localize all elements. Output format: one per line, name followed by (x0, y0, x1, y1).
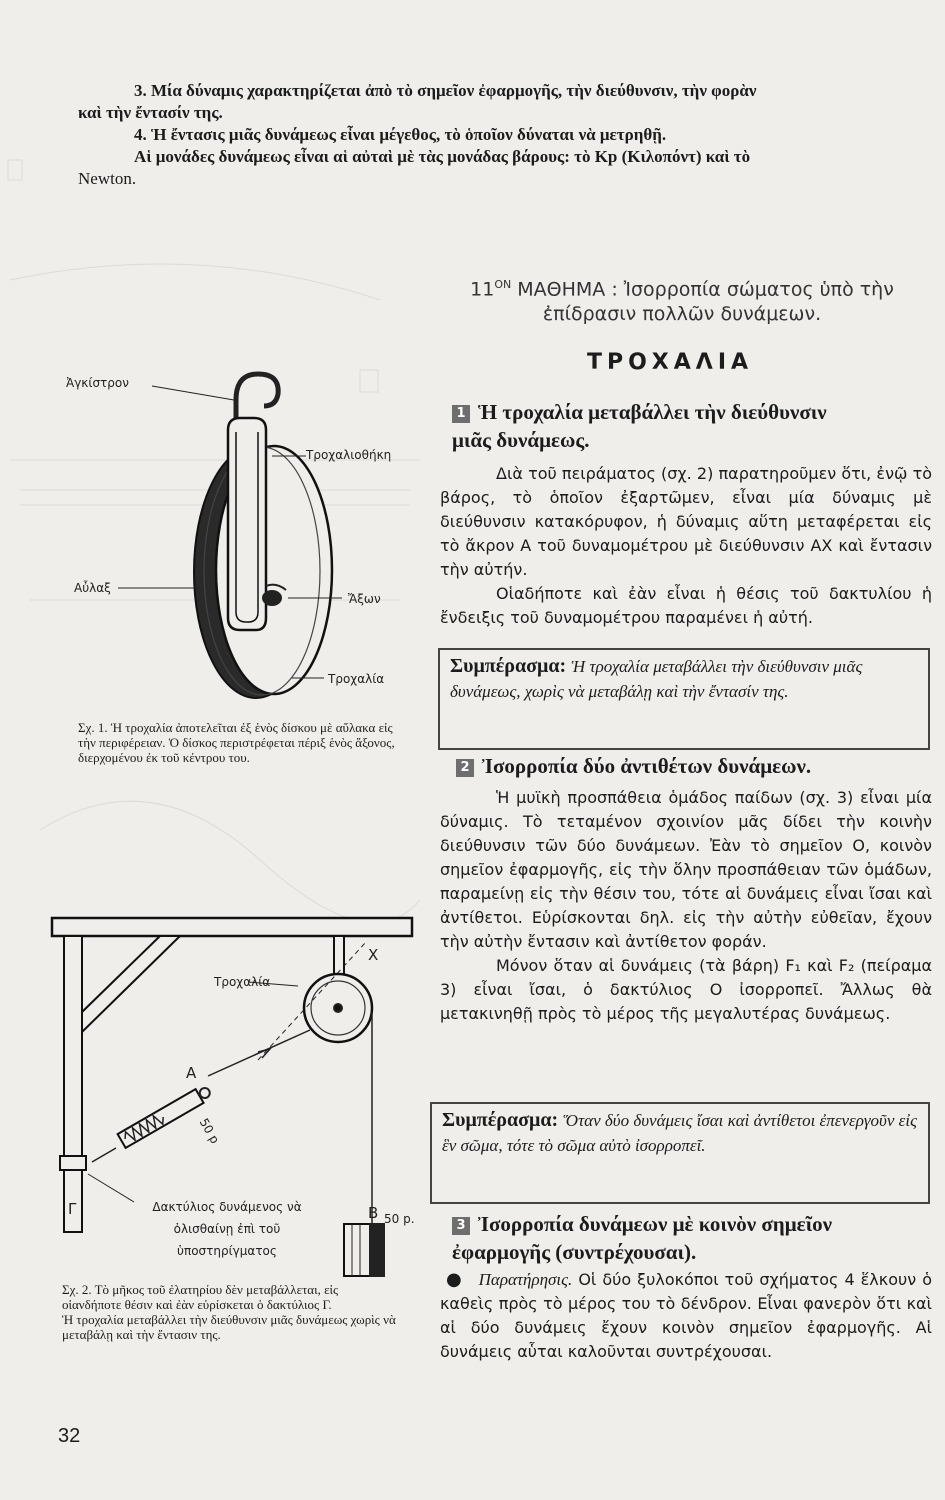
fig2-label-scale: 50 p (196, 1115, 223, 1147)
section-title: ΤΡΟΧΑΛΙΑ (586, 350, 754, 375)
section-1-paragraph-2: Οἱαδήποτε καὶ ἐὰν εἶναι ἡ θέσις τοῦ δακτυλίου ἡ ἔνδειξις τοῦ δυναμομέτρου παραμένει ἡ αὐτή. (440, 584, 932, 627)
item-4: 4. Ἡ ἔντασις μιᾶς δυνάμεως εἶναι μέγεθος, τὸ ὁποῖον δύναται νὰ μετρηθῇ. (134, 125, 667, 144)
section-2-conclusion-text: Ὅταν δύο δυνάμεις ἴσαι καὶ ἀντίθετοι ἐπενεργοῦν εἰς ἓν σῶμα, τότε τὸ σῶμα αὐτὸ ἰσορροπεῖ. (442, 1111, 917, 1155)
section-2-conclusion-box (430, 1102, 930, 1204)
fig2-label-b: B (368, 1204, 379, 1222)
fig2-label-pulley: Τροχαλία (214, 975, 271, 989)
section-2-body (440, 786, 932, 1026)
fig1-label-pulley: Τροχαλία (328, 672, 385, 686)
section-1-number: 1 (452, 405, 470, 423)
lesson-number: 11 (470, 278, 495, 301)
item-3-line1: 3. Μία δύναμις χαρακτηρίζεται ἀπὸ τὸ σημεῖον ἐφαρμογῆς, τὴν διεύθυνσιν, τὴν φορὰν (134, 81, 757, 100)
units-line2: Newton. (78, 169, 137, 188)
fig1-label-groove: Αὖλαξ (74, 581, 111, 595)
fig2-ring-label-line2: ὀλισθαίνῃ ἐπὶ τοῦ (173, 1222, 281, 1236)
fig2-label-weight: 50 p. (384, 1212, 415, 1226)
fig1-label-hook: Ἀγκίστρον (66, 376, 129, 390)
figure-1-pulley-drawing (60, 360, 420, 710)
section-1-conclusion-box (438, 648, 930, 750)
figure-2-caption-2: Ἡ τροχαλία μεταβάλλει τὴν διεύθυνσιν μιᾶς δυνάμεως χωρὶς νὰ μεταβάλῃ καὶ τὴν ἔντασιν της. (62, 1312, 396, 1342)
bullet-icon: ● (446, 1269, 463, 1290)
section-1-heading (452, 398, 940, 454)
fig2-ring-label (132, 1196, 322, 1262)
section-1-body (440, 462, 932, 630)
section-2-paragraph-2: Μόνον ὅταν αἱ δυνάμεις (τὰ βάρη) F₁ καὶ F₂ (πείραμα 3) εἶναι ἴσαι, ὁ δακτύλιος Ο ἰσορροπεῖ. Ἄλλως θὰ μετακινηθῇ πρὸς τὸ μέρος τῆς μεγαλυτέρας δυνάμεως. (440, 956, 932, 1023)
section-3-heading-line2: ἐφαρμογῆς (συντρέχουσαι). (452, 1240, 697, 1264)
section-3-body (440, 1268, 932, 1364)
section-2-heading-text: Ἰσορροπία δύο ἀντιθέτων δυνάμεων. (482, 754, 812, 778)
section-2-conclusion-label: Συμπέρασμα: (442, 1109, 559, 1131)
section-2-heading (456, 752, 936, 780)
section-1-heading-line1: Ἡ τροχαλία μεταβάλλει τὴν διεύθυνσιν (478, 400, 827, 424)
section-3-heading-line1: Ἰσορροπία δυνάμεων μὲ κοινὸν σημεῖον (478, 1212, 832, 1236)
item-3-line2: καὶ τὴν ἔντασίν της. (78, 103, 223, 122)
fig1-label-axle: Ἄξων (348, 592, 381, 606)
lesson-line2: ἐπίδρασιν πολλῶν δυνάμεων. (542, 303, 822, 326)
units-line1: Αἱ μονάδες δυνάμεως εἶναι αἱ αὐταὶ μὲ τὰς μονάδας βάρους: τὸ Kp (Κιλοπόντ) καὶ τὸ (134, 147, 751, 166)
lesson-line1: ΜΑΘΗΜΑ : Ἰσορροπία σώματος ὑπὸ τὴν (517, 278, 894, 301)
top-paragraphs (78, 80, 940, 190)
page-number: 32 (58, 1425, 81, 1447)
section-1-heading-line2: μιᾶς δυνάμεως. (452, 428, 590, 452)
section-3-heading (452, 1210, 940, 1266)
fig1-label-frame: Τροχαλιοθήκη (306, 448, 392, 462)
section-2-paragraph-1: Ἡ μυϊκὴ προσπάθεια ὁμάδος παίδων (σχ. 3) εἶναι μία δύναμις. Τὸ τεταμένον σχοινίον μᾶς δίδει τὴν κοινὴν διεύθυνσιν τῶν δύο δυνάμεων. Ἐὰν τὸ σημεῖον Ο, κοινὸν σημεῖον ἐφαρμογῆς, εἰς τὴν ὅλην προσπάθειαν τῶν ὁμάδων, παραμείνῃ εἰς τὴν θέσιν του, τότε αἱ δυνάμεις εἶναι ἴσαι καὶ ἀντίθετοι. Εὑρίσκονται δηλ. εἰς τὴν αὐτὴν εὐθεῖαν, ἔχουν τὴν αὐτὴν ἔντασιν καὶ ἀντίθετον φοράν. (440, 788, 932, 951)
figure-2-caption-1: Σχ. 2. Τὸ μῆκος τοῦ ἐλατηρίου δὲν μεταβάλλεται, εἰς οἱανδήποτε θέσιν καὶ ἐὰν εὑρίσκεται ὁ δακτύλιος Γ. (62, 1282, 339, 1312)
figure-2-caption (62, 1282, 398, 1342)
section-3-paragraph-1: Οἱ δύο ξυλοκόποι τοῦ σχήματος 4 ἕλκουν ὁ καθεὶς πρὸς τὸ μέρος του τὸ δένδρον. Εἶναι φανερὸν ὅτι καὶ αἱ δύο δυνάμεις ἔχουν κοινὸν σημεῖον ἐφαρμογῆς. Αἱ δυνάμεις αὗται καλοῦνται συντρέχουσαι. (440, 1270, 932, 1361)
fig2-label-g: Γ (68, 1200, 77, 1218)
section-1-conclusion-label: Συμπέρασμα: (450, 655, 567, 677)
fig2-label-x: X (368, 946, 379, 964)
figure-1-caption: Σχ. 1. Ἡ τροχαλία ἀποτελεῖται ἐξ ἑνὸς δίσκου μὲ αὔλακα εἰς τὴν περιφέρειαν. Ὁ δίσκος περιστρέφεται πέριξ ἑνὸς ἄξονος, διερχομένου ἐκ τοῦ κέντρου του. (78, 720, 395, 765)
section-3-number: 3 (452, 1217, 470, 1235)
lesson-header (432, 272, 932, 327)
lesson-number-sup: ΟΝ (494, 278, 512, 291)
observation-label: Παρατήρησις. (478, 1270, 573, 1289)
fig2-ring-label-line1: Δακτύλιος δυνάμενος νὰ (152, 1200, 302, 1214)
section-1-paragraph-1: Διὰ τοῦ πειράματος (σχ. 2) παρατηροῦμεν ὅτι, ἐνῷ τὸ βάρος, τὸ ὁποῖον ἐξαρτῶμεν, εἶναι μία δύναμις μὲ διεύθυνσιν κατακόρυφον, ἡ δύναμις αὕτη μεταφέρεται εἰς τὸ ἄκρον Α τοῦ δυναμομέτρου μὲ διεύθυνσιν ΑΧ καὶ ἔντασιν τὴν αὐτήν. (440, 464, 932, 579)
section-1-conclusion-text: Ἡ τροχαλία μεταβάλλει τὴν διεύθυνσιν μιᾶς δυνάμεως, χωρὶς νὰ μεταβάλῃ καὶ τὴν ἔντασίν της. (450, 657, 863, 701)
fig2-ring-label-line3: ὑποστηρίγματος (177, 1244, 277, 1258)
fig2-label-a: A (186, 1064, 197, 1082)
section-2-number: 2 (456, 759, 474, 777)
